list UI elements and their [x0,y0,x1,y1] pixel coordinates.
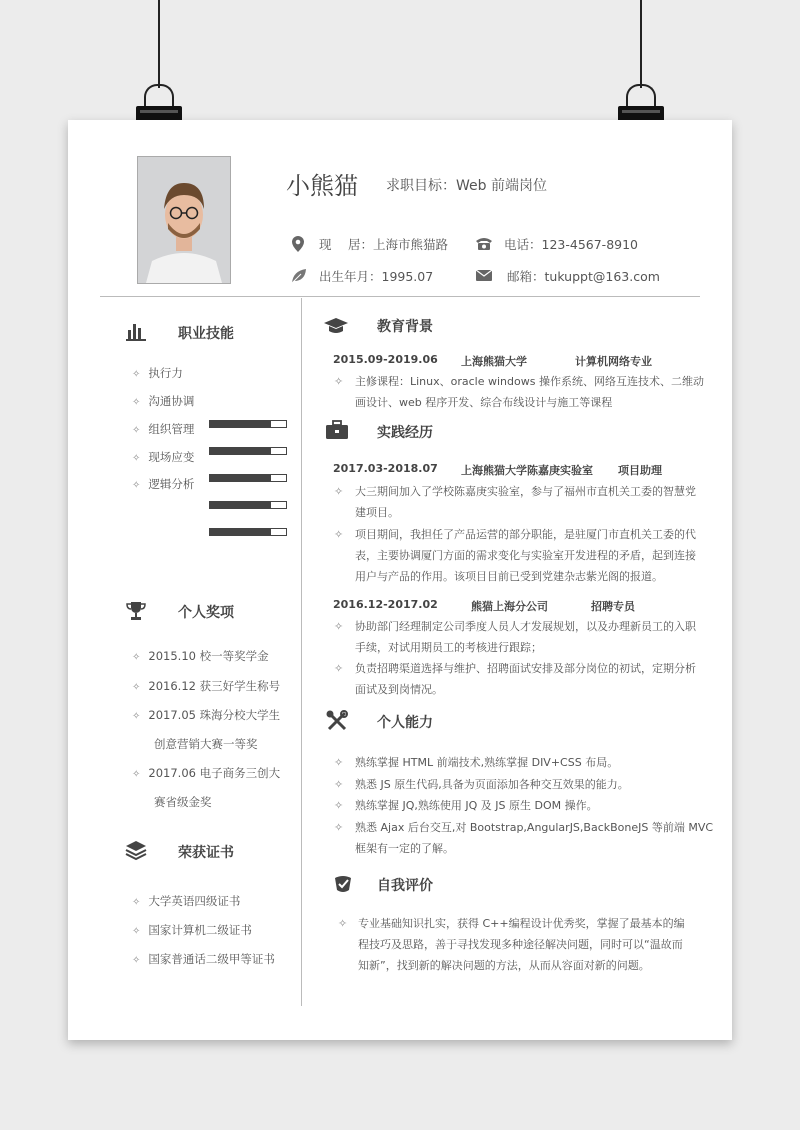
skill-item: ✧ 逻辑分析 [132,477,195,491]
education-line: 画设计、web 程序开发、综合布线设计与施工等课程 [355,396,613,409]
award-item: ✧ 2015.10 校一等奖学金 [132,649,269,663]
bullet-icon: ✧ [334,662,344,675]
job1-line: 用户与产品的作用。该项目目前已受到党建杂志紫光阁的报道。 [355,570,663,583]
candidate-name: 小熊猫 [286,172,358,200]
certificates-title: 荣获证书 [178,845,234,861]
job1-line: 表，主要协调厦门方面的需求变化与实验室开发进程的矛盾，起到连接 [355,549,696,562]
graduation-cap-icon [323,317,349,335]
skill-level-bar [209,420,287,428]
skill-item: ✧ 组织管理 [132,422,195,436]
job2-line: 面试及到岗情况。 [355,683,443,696]
job1-date: 2017.03-2018.07 [333,462,438,475]
award-item: ✧ 2017.06 电子商务三创大 [132,766,281,780]
skill-level-bar [209,501,287,509]
award-item: ✧ 2016.12 获三好学生称号 [132,679,281,693]
ability-line: 熟练掌握 JQ,熟练使用 JQ 及 JS 原生 DOM 操作。 [355,799,598,812]
bullet-icon: ✧ [334,799,344,812]
job2-role: 招聘专员 [591,600,635,613]
bullet-icon: ✧ [334,778,344,791]
award-item-continued: 赛省级金奖 [154,795,212,809]
leaf-icon [291,268,307,284]
ability-line: 熟悉 JS 原生代码,具备为页面添加各种交互效果的能力。 [355,778,629,791]
certificate-item: ✧ 国家普通话二级甲等证书 [132,952,275,966]
bullet-icon: ✧ [334,485,344,498]
education-line: 主修课程：Linux、oracle windows 操作系统、网络互连技术、二维动 [355,375,704,388]
trophy-icon [126,601,146,621]
bullet-icon: ✧ [334,375,344,388]
job2-line: 手续，对试用期员工的考核进行跟踪； [355,641,542,654]
self-evaluation-line: 程技巧及思路，善于寻找发现多种途径解决问题，同时可以“温故而 [358,938,683,951]
skill-level-bar [209,474,287,482]
phone-icon [475,236,493,250]
certificate-item: ✧ 国家计算机二级证书 [132,923,252,937]
ability-line: 熟悉 Ajax 后台交互,对 Bootstrap,AngularJS,BackBoneJS 等前端 MVC [355,821,714,834]
job2-line: 负责招聘渠道选择与维护、招聘面试安排及部分岗位的初试，定期分析 [355,662,696,675]
bar-chart-icon [126,321,146,341]
address-text: 现 居：上海市熊猫路 [319,237,448,252]
phone-text: 电话：123-4567-8910 [504,237,639,252]
skill-item: ✧ 现场应变 [132,450,195,464]
email-text: 邮箱：tukuppt@163.com [507,269,660,284]
job1-org: 上海熊猫大学陈嘉庚实验室 [461,464,593,477]
skill-item: ✧ 执行力 [132,366,183,380]
layers-icon [125,840,147,862]
self-evaluation-line: 知新”，找到新的解决问题的方法，从而从容面对新的问题。 [358,959,650,972]
skill-level-bar [209,447,287,455]
tools-icon [326,710,348,732]
ability-title: 个人能力 [377,715,433,731]
hanging-wire-right [640,0,642,88]
job1-line: 大三期间加入了学校陈嘉庚实验室，参与了福州市直机关工委的智慧党 [355,485,696,498]
awards-title: 个人奖项 [178,605,234,621]
skills-title: 职业技能 [178,326,234,342]
self-evaluation-line: 专业基础知识扎实，获得 C++编程设计优秀奖，掌握了最基本的编 [358,917,685,930]
job1-role: 项目助理 [618,464,662,477]
bullet-icon: ✧ [338,917,348,930]
ability-line: 熟练掌握 HTML 前端技术,熟练掌握 DIV+CSS 布局。 [355,756,619,769]
award-item: ✧ 2017.05 珠海分校大学生 [132,708,281,722]
job1-line: 项目期间，我担任了产品运营的部分职能，是驻厦门市直机关工委的代 [355,528,696,541]
briefcase-icon [326,420,348,439]
job-target: 求职目标：Web 前端岗位 [386,178,547,194]
skill-item: ✧ 沟通协调 [132,394,195,408]
self-evaluation-title: 自我评价 [377,878,433,894]
profile-photo [137,156,231,284]
header-divider [100,296,700,297]
education-date: 2015.09-2019.06 [333,353,438,366]
job2-line: 协助部门经理制定公司季度人员人才发展规划，以及办理新员工的入职 [355,620,696,633]
job2-org: 熊猫上海分公司 [471,600,548,613]
birth-text: 出生年月：1995.07 [319,269,434,284]
bullet-icon: ✧ [334,620,344,633]
job2-date: 2016.12-2017.02 [333,598,438,611]
education-major: 计算机网络专业 [575,355,652,368]
bullet-icon: ✧ [334,821,344,834]
practice-title: 实践经历 [377,425,433,441]
self-evaluation-icon [332,874,354,894]
education-title: 教育背景 [377,319,433,335]
award-item-continued: 创意营销大赛一等奖 [154,737,258,751]
column-divider [301,298,302,1006]
bullet-icon: ✧ [334,528,344,541]
email-icon [476,270,492,281]
education-school: 上海熊猫大学 [461,355,527,368]
ability-line: 框架有一定的了解。 [355,842,454,855]
job1-line: 建项目。 [355,506,399,519]
certificate-item: ✧ 大学英语四级证书 [132,894,241,908]
bullet-icon: ✧ [334,756,344,769]
resume-paper [68,120,732,1040]
skill-level-bar [209,528,287,536]
location-icon [291,236,305,252]
hanging-wire-left [158,0,160,88]
